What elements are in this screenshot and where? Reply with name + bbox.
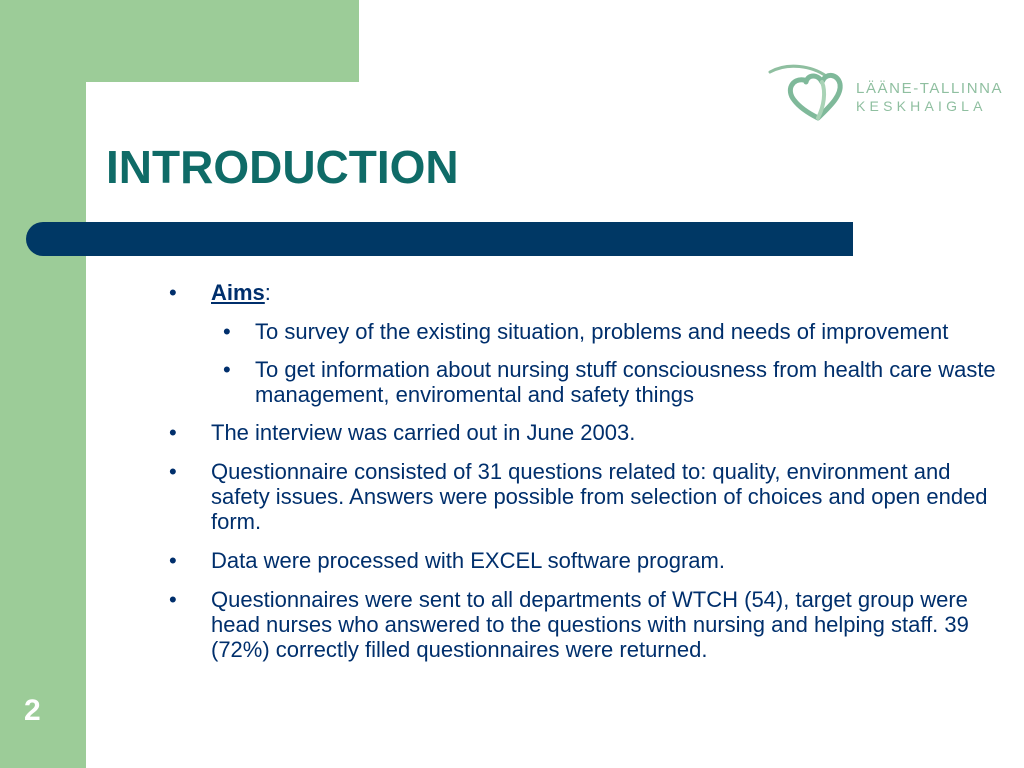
- bullet-marker: •: [169, 587, 177, 612]
- bullet-marker: •: [223, 319, 231, 344]
- slide-body: [169, 280, 1009, 676]
- bullet-text: Questionnaires were sent to all departments of WTCH (54), target group were head nurses who answered to the questions with nursing and helping staff. 39 (72%) correctly filled questionnaires were returned.: [211, 587, 969, 662]
- bullet-text: The interview was carried out in June 2003.: [211, 420, 636, 445]
- left-green-panel: [0, 0, 86, 768]
- logo-text-line2: KESKHAIGLA: [856, 98, 987, 114]
- slide-title: INTRODUCTION: [106, 141, 459, 193]
- bullet-item: [169, 587, 1009, 662]
- aims-colon: :: [264, 280, 271, 305]
- sub-bullet-text: To get information about nursing stuff consciousness from health care waste management, enviromental and safety things: [255, 357, 996, 407]
- bullet-marker: •: [169, 280, 177, 305]
- bullet-marker: •: [169, 420, 177, 445]
- bullet-text: Questionnaire consisted of 31 questions related to: quality, environment and safety issues. Answers were possible from selection of choices and open ended form.: [211, 459, 988, 534]
- heart-swirl-icon: [768, 62, 852, 122]
- sub-bullet-item: [169, 319, 1009, 344]
- aims-label: Aims: [211, 280, 265, 305]
- bullet-item: [169, 420, 1009, 445]
- sub-bullet-text: To survey of the existing situation, problems and needs of improvement: [255, 319, 949, 344]
- logo-text-line1: LÄÄNE-TALLINNA: [856, 80, 1004, 97]
- bullet-marker: •: [223, 357, 231, 382]
- sub-bullet-item: [169, 357, 1009, 407]
- page-number: 2: [24, 694, 41, 727]
- bullet-marker: •: [169, 459, 177, 484]
- bullet-text: Data were processed with EXCEL software program.: [211, 548, 725, 573]
- title-divider-bar: [26, 222, 853, 256]
- hospital-logo: [768, 62, 1008, 122]
- bullet-item: [169, 548, 1009, 573]
- bullet-marker: •: [169, 548, 177, 573]
- bullet-item: [169, 459, 1009, 534]
- top-green-panel: [0, 0, 359, 82]
- bullet-aims: [169, 280, 1009, 305]
